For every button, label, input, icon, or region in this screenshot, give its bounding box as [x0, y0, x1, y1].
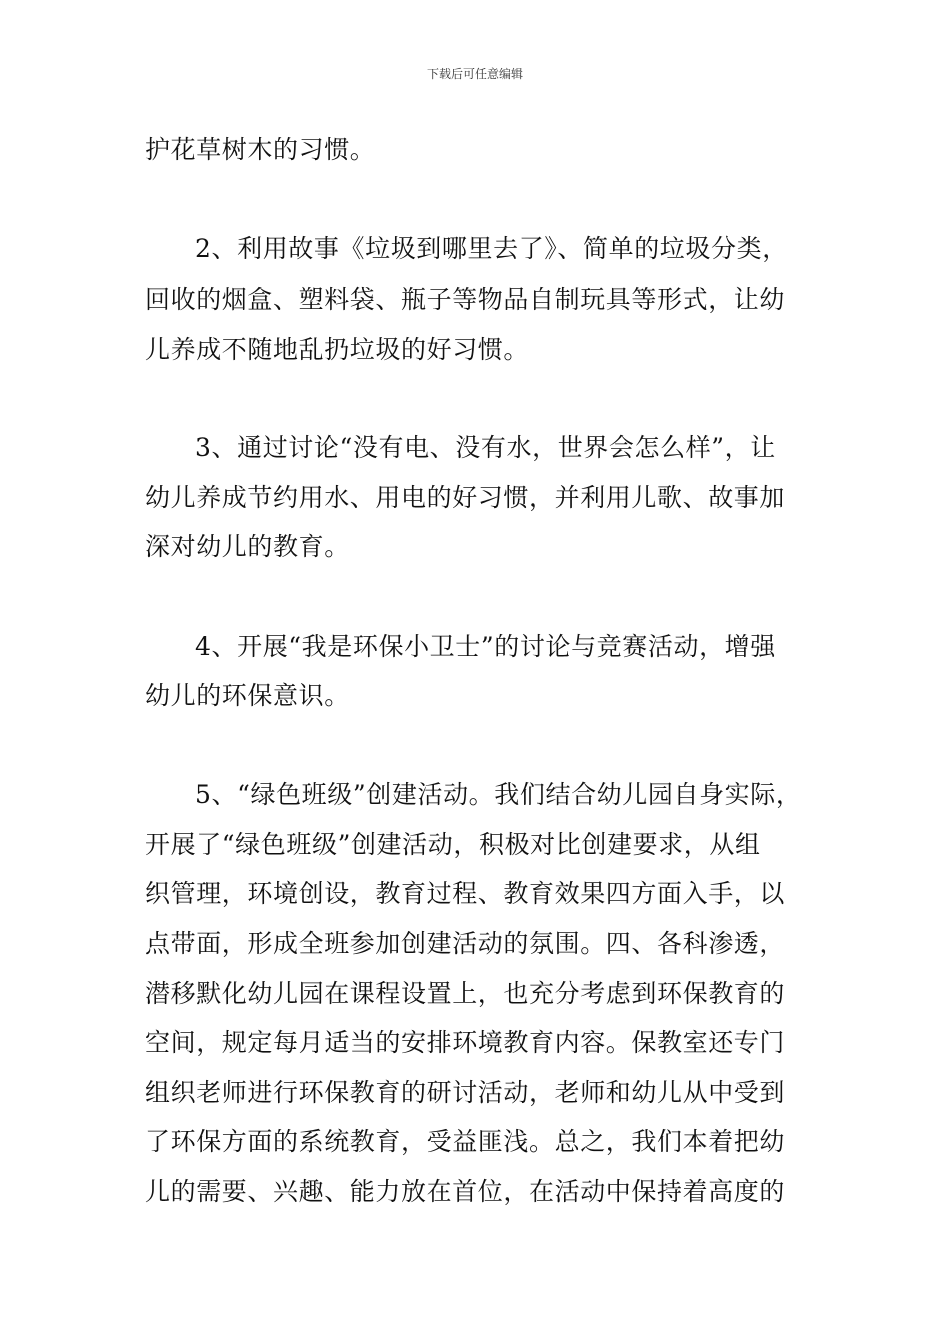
paragraph-4-line: 4、开展“我是环保小卫士”的讨论与竞赛活动，增强: [195, 632, 776, 661]
text-line: 了环保方面的系统教育，受益匪浅。总之，我们本着把幼: [145, 1127, 786, 1156]
text-line: 幼儿养成节约用水、用电的好习惯，并利用儿歌、故事加: [145, 483, 786, 512]
text-line: 儿养成不随地乱扔垃圾的好习惯。: [145, 335, 530, 364]
text-line: 潜移默化幼儿园在课程设置上，也充分考虑到环保教育的: [145, 979, 786, 1008]
text-line: 深对幼儿的教育。: [145, 532, 350, 561]
paragraph-5-line: 5、“绿色班级”创建活动。我们结合幼儿园自身实际，: [195, 780, 802, 809]
text-line: 幼儿的环保意识。: [145, 681, 350, 710]
text-line: 组织老师进行环保教育的研讨活动，老师和幼儿从中受到: [145, 1078, 786, 1107]
paragraph-2-line: 2、利用故事《垃圾到哪里去了》、简单的垃圾分类，: [195, 234, 788, 263]
paragraph-3-line: 3、通过讨论“没有电、没有水，世界会怎么样”，让: [195, 433, 776, 462]
text-line: 开展了“绿色班级”创建活动，积极对比创建要求，从组: [145, 830, 761, 859]
text-line: 回收的烟盒、塑料袋、瓶子等物品自制玩具等形式，让幼: [145, 285, 786, 314]
header-note: 下载后可任意编辑: [426, 67, 523, 81]
text-line: 儿的需要、兴趣、能力放在首位，在活动中保持着高度的: [145, 1177, 786, 1206]
text-line: 空间，规定每月适当的安排环境教育内容。保教室还专门: [145, 1028, 786, 1057]
text-line: 点带面，形成全班参加创建活动的氛围。四、各科渗透，: [145, 929, 786, 958]
text-line: 护花草树木的习惯。: [145, 135, 376, 164]
text-line: 织管理，环境创设，教育过程、教育效果四方面入手，以: [145, 879, 786, 908]
